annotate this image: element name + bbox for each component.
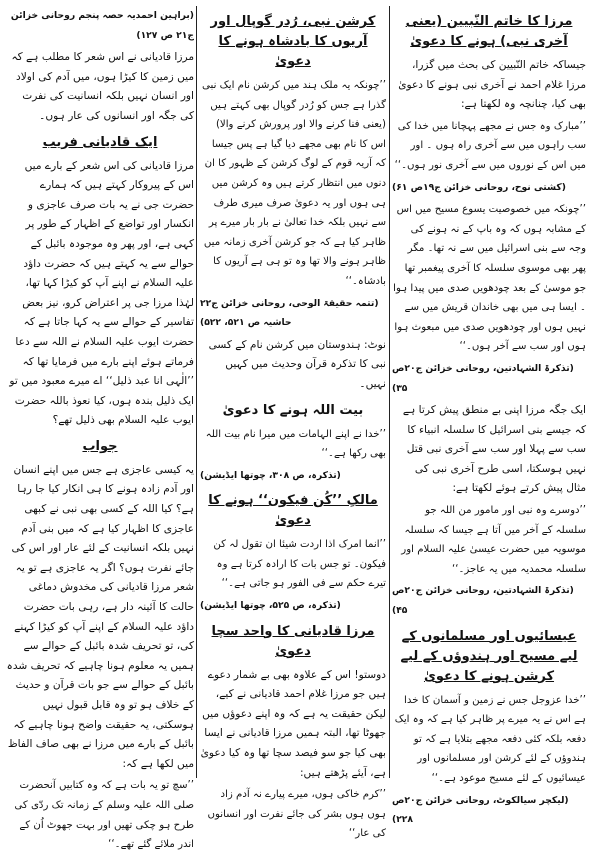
quotation: ’’دوسرے وہ نبی اور مامور من اللہ جو سلسلہ کے آخر میں آتا ہے جیسا کہ سلسلہ موسویہ میں حضرت عیسیٰ علیہ السلام اور سلسلہ محمدیہ میں یہ عاجز۔‘‘ xyxy=(401,505,586,575)
column-right xyxy=(392,6,586,826)
citation: (لیکچر سیالکوٹ، روحانی خزائن ج۲۰ص ۲۲۸) xyxy=(392,794,569,826)
section-heading: مرزا کا خاتم النّبیین (یعنی آخری نبی) ہونے کا دعویٰ xyxy=(405,14,573,49)
section-heading: بیت اللہ ہونے کا دعویٰ xyxy=(222,402,364,418)
quotation: ’’چونکہ یہ ملک ہند میں کرشن نام ایک نبی گذرا ہے جس کو رُدر گوپال بھی کہتے ہیں (یعنی فنا کرنے والا اور پرورش کرنے والا) اس کا نام بھی مجھے دیا گیا ہے پس جیسا کہ آریہ قوم کے لوگ کرشن کے ظہور کا ان دنوں میں انتظار کرتے ہیں وہ کرشن میں ہی ہوں اور یہ دعویٰ صرف میری طرف سے نہیں بلکہ خدا تعالیٰ نے بار بار میرے پر ظاہر کیا ہے کہ جو کرشن آخری زمانہ میں ظاہر ہونے والا تھا وہ تو ہی ہے آریوں کا بادشاہ۔‘‘ xyxy=(202,80,386,287)
citation: (تذکرۃ الشہادتین، روحانی خزائن ج۲۰ص ۴۵) xyxy=(392,585,574,617)
quotation: ’’مبارک وہ جس نے مجھے پہچانا میں خدا کی سب راہوں میں سے آخری راہ ہوں ۔ اور میں اس کے نوروں میں سے آخری نور ہوں۔‘‘ xyxy=(394,120,586,171)
paragraph: مرزا قادیانی نے اس شعر کا مطلب ہے کہ میں زمین کا کیڑا ہوں، میں آدم کی اولاد اور انسان نہیں بلکہ انسانیت کی نفرت کی جگہ اور انسانوں کی عار ہوں۔ xyxy=(11,51,194,122)
quotation: ’’خدا نے اپنے الہامات میں میرا نام بیت اللہ بھی رکھا ہے۔‘‘ xyxy=(205,428,386,460)
quotation: ’’کرم خاکی ہوں، میرے پیارے نہ آدم زاد ہوں ہوں بشر کی جائے نفرت اور انسانوں کی عار‘‘ xyxy=(207,789,386,840)
section-heading: مرزا قادیانی کا واحد سچا دعویٰ xyxy=(211,623,375,659)
paragraph: جیساکہ خاتم النّبیین کی بحث میں گزرا، مرزا غلام احمد نے آخری نبی ہونے کا دعویٰ بھی کیا، چنانچہ وہ لکھتا ہے: xyxy=(398,59,586,111)
citation: (تذکرۃ الشہادتین، روحانی خزائن ج۲۰ص ۳۵) xyxy=(392,362,574,394)
citation: (تذکرہ، ص ۵۲۵، چوتھا ایڈیشن) xyxy=(200,600,341,612)
quotation: ’’سچ تو یہ بات ہے کہ وہ کتابیں آنحضرت صلی اللہ علیہ وسلم کے زمانہ تک ردّی کی طرح ہو چکی تھیں اور بہت جھوٹ اُن کے اندر ملائے گئے تھے۔‘‘ xyxy=(14,780,194,851)
paragraph: ایک جگہ مرزا اپنی بے منطق پیش کرتا ہے کہ جیسے بنی اسرائیل کا سلسلہ انبیاء کا سب سے پہلا اور سب سے آخری نبی قتل نہیں ہوسکتا، اسی طرح آخری نبی کی مثال پیش کرتے ہوئے لکھتا ہے: xyxy=(402,404,586,495)
section-heading: جواب xyxy=(82,438,118,454)
column-divider xyxy=(196,6,197,778)
paragraph: یہ کیسی عاجزی ہے جس میں اپنے انسان اور آدم زادہ ہونے کا ہی انکار کیا جا رہا ہے؟ کیا اللہ کے کسی بھی نبی نے کبھی عاجزی کا اظہار کیا ہے کہ میں بنی آدم نہیں بلکہ انسانیت کے لئے عار اور اس کی جائے نفرت ہوں؟ اگر یہ عاجزی ہے تو یہ شعر مرزا قادیانی کی مخدوش دماغی حالت کا آئینہ دار ہے، رہی بات حضرت داؤد علیہ السلام کے اپنے آپ کو کیڑا کہنے کی، تو تحریف شدہ بائبل کے حوالے سے ہمیں یہ معلوم ہونا چاہیے کہ تحریف شدہ بائبل کے حوالے سے جو بات قرآن و حدیث کے خلاف ہو تو وہ قابل قبول نہیں ہوسکتی، یہ حقیقت واضح ہونا چاہیے کہ بائبل کے بارے میں مرزا نے بھی صاف الفاظ میں لکھا ہے کہ: xyxy=(6,463,194,770)
note: نوٹ: ہندوستان میں کرشن نام کے کسی نبی کا تذکرہ قرآن وحدیث میں کہیں نہیں۔ xyxy=(208,338,386,390)
column-middle xyxy=(200,6,386,840)
paragraph: دوستو! اس کے علاوہ بھی بے شمار دعوے ہیں جو مرزا غلام احمد قادیانی نے کیے، لیکن حقیقت یہ ہے کہ وہ اپنے دعوؤں میں جھوٹا تھا، البتہ ہمیں مرزا قادیانی نے ایسا بھی کیا جو سو فیصد سچا تھا وہ کیا دعویٰ ہے، آیئے پڑھتے ہیں: xyxy=(200,668,386,779)
section-heading: مالکِ ’’کُن فیکون‘‘ ہونے کا دعویٰ xyxy=(208,493,378,529)
section-heading: کرشن نبی، رُدر گوپال اور آریوں کا بادشاہ ہونے کا دعویٰ xyxy=(210,14,376,69)
column-left xyxy=(6,6,194,851)
citation: (براہین احمدیہ حصہ پنجم روحانی خزائن ج۲۱ ص ۱۲۷) xyxy=(10,10,194,41)
citation: (تذکرہ، ص ۳۰۸، چوتھا ایڈیشن) xyxy=(200,469,341,481)
quotation: ’’خدا عزوجل جس نے زمین و آسمان کا خدا ہے اس نے یہ میرے پر ظاہر کیا ہے کہ وہ ایک دفعہ بلکہ کئی دفعہ مجھے بتلایا ہے کہ تو ہندوؤں کے لئے کرشن اور مسلمانوں اور عیسائیوں کے لئے مسیح موعود ہے۔‘‘ xyxy=(394,694,586,784)
citation: (کشتی نوح، روحانی خزائن ج۱۹ص ۶۱) xyxy=(392,181,566,193)
paragraph: مرزا قادیانی کی اس شعر کے بارے میں اس کے پیروکار کہتے ہیں کہ ہمارے حضرت جی نے یہ بات صرف عاجزی و انکسار اور تواضع کے اظہار کے طور پر کہی ہے، اور پھر وہ موجودہ بائبل کے حوالے سے یہ کہتے ہیں کہ حضرت داؤد علیہ السلام نے اپنے آپ کو کیڑا کہا تھا، لہٰذا مرزا جی پر اعتراض کرو، نیز بعض تفاسیر کے حوالے سے یہ کہا جاتا ہے کہ حضرت ایوب علیہ السلام نے اللہ سے دعا فرماتے ہوئے اپنے بارے میں فرمایا تھا کہ ’’الٰہی انا عبد ذلیل‘‘ اے میرے معبود میں تو ایک ذلیل بندہ ہوں، کیا نعوذ باللہ حضرت ایوب علیہ السلام بھی ذلیل تھے؟ xyxy=(9,159,194,427)
column-divider xyxy=(389,6,390,778)
citation: (تتمہ حقیقۃ الوحی، روحانی خزائن ج۲۲ حاشیہ ص ۵۲۱، ۵۲۲) xyxy=(200,297,379,329)
quotation: ’’انما امرک اذا اردت شیئا ان تقول لہ کن فیکون۔ تو جس بات کا ارادہ کرتا ہے وہ تیرے حکم سے فی الفور ہو جاتی ہے۔‘‘ xyxy=(213,539,386,590)
section-heading: ایک قادیانی فریب xyxy=(42,134,158,150)
quotation: ’’چونکہ میں خصوصیت یسوع مسیح میں اس کے مشابہ ہوں کہ وہ باپ کے نہ ہونے کی وجہ سے بنی اسرائیل میں سے نہ تھا۔ مگر پھر بھی موسوی سلسلہ کا آخری پیغمبر تھا جو موسیٰ کے بعد چودھویں صدی میں پیدا ہوا ۔ ایسا ہی میں بھی خاندان قریش میں سے نہیں ہوں اور چودھویں صدی میں مبعوث ہوا ہوں اور سب سے آخر ہوں۔‘‘ xyxy=(393,204,586,353)
section-heading: عیسائیوں اور مسلمانوں کے لیے مسیح اور ہندوؤں کے لیے کرشن ہونے کا دعویٰ xyxy=(400,628,578,684)
